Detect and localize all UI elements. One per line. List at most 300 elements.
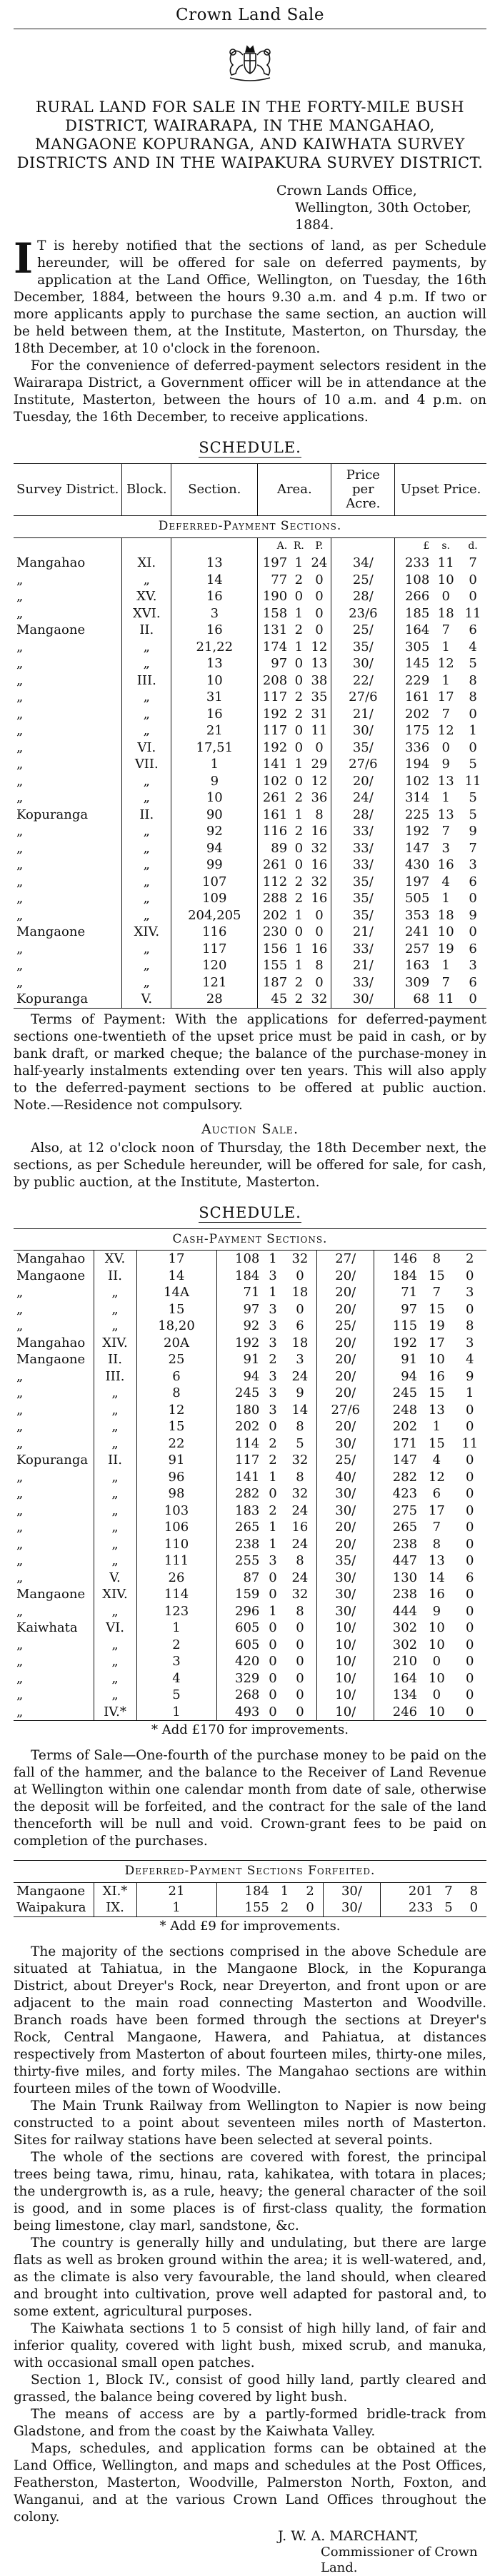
block-cell: „ xyxy=(94,1485,136,1502)
price-cell: 21/ xyxy=(331,706,395,723)
acres-cell: 131 xyxy=(262,622,288,637)
perches-cell: 16 xyxy=(308,890,331,907)
acres-cell: 238 xyxy=(235,1536,260,1552)
roods-cell: 2 xyxy=(294,572,304,587)
perches-cell: 0 xyxy=(308,605,331,622)
acres-cell: 187 xyxy=(262,974,288,990)
section-cell: 204,205 xyxy=(171,907,258,924)
price-cell: 10/ xyxy=(317,1687,374,1704)
table-row xyxy=(14,857,486,874)
acres-cell: 116 xyxy=(262,824,288,839)
perches-cell: 24 xyxy=(284,1570,317,1587)
block-cell: „ xyxy=(94,1402,136,1419)
pence-cell: 0 xyxy=(466,1486,474,1501)
block-cell: II. xyxy=(94,1351,136,1368)
shillings-cell: 1 xyxy=(441,891,450,906)
acres-cell: 94 xyxy=(243,1368,260,1384)
shillings-cell: 13 xyxy=(428,1402,445,1418)
body-paragraph: The majority of the sections comprised in the above Schedule are situated at Tahiatua, in the Mangaone Block, in the Kopuranga District, about Dreyer's Rock, near Dreyerton, and front upon or are adjacent to the main road connecting Masterton and Woodville. Branch roads have been formed through the sections at Dreyer's Rock, Central Mangaone, Hawera, and Pahiatua, at distances respectively from Masterton of about fourteen miles, thirty-one miles, thirty-five miles, and forty miles. The Mangahao sections are within fourteen miles of the town of Woodville. xyxy=(14,1944,486,2096)
notice-date: Wellington, 30th October, 1884. xyxy=(295,200,472,233)
section-cell: 1 xyxy=(136,1704,216,1721)
price-cell: 30/ xyxy=(317,1570,374,1587)
block-cell: XVI. xyxy=(122,605,171,622)
table-row xyxy=(14,1704,486,1721)
district-cell: „ xyxy=(14,655,122,672)
shillings-cell: 19 xyxy=(428,1318,445,1333)
pounds-cell: 184 xyxy=(392,1268,418,1283)
section-cell: 15 xyxy=(136,1301,216,1318)
table-row xyxy=(14,1687,486,1704)
roods-cell: 0 xyxy=(269,1419,277,1434)
perches-cell: 8 xyxy=(308,957,331,974)
shillings-cell: 13 xyxy=(428,1553,445,1568)
section-cell: 31 xyxy=(171,689,258,706)
table-row xyxy=(14,1402,486,1419)
col-upset: Upset Price. xyxy=(400,482,481,497)
price-cell: 20/ xyxy=(317,1301,374,1318)
price-cell: 35/ xyxy=(317,1552,374,1570)
pence-cell: 8 xyxy=(469,1883,479,1899)
perches-cell: 11 xyxy=(308,722,331,739)
section-cell: 21,22 xyxy=(171,639,258,656)
block-cell: „ xyxy=(94,1418,136,1435)
roods-cell: 0 xyxy=(294,924,304,939)
body-paragraph: The Kaiwhata sections 1 to 5 consist of high hilly land, of fair and inferior quality, covered with light bush, mixed scrub, and manuka, with occasional small open patches. xyxy=(14,2320,486,2370)
district-cell: „ xyxy=(14,874,122,891)
roods-cell: 0 xyxy=(294,672,304,688)
block-cell: XI.* xyxy=(94,1882,136,1899)
district-cell: „ xyxy=(14,588,122,605)
price-cell: 30/ xyxy=(323,1899,380,1916)
unit-acres: A. xyxy=(276,540,288,552)
perches-cell: 24 xyxy=(308,555,331,572)
shillings-cell: 8 xyxy=(432,1251,441,1266)
shillings-cell: 17 xyxy=(428,1335,445,1350)
acres-cell: 329 xyxy=(235,1670,260,1686)
roods-cell: 3 xyxy=(269,1553,277,1568)
pounds-cell: 302 xyxy=(392,1637,418,1652)
shillings-cell: 10 xyxy=(428,1352,445,1367)
section-cell: 14 xyxy=(136,1268,216,1285)
terms-of-sale: Terms of Sale—One-fourth of the purchase money to be paid on the fall of the hammer, and the balance to the Receiver of Land Revenue at Wellington within one calendar month from date of sale, otherwise the deposit will be forfeited, and the contract for the sale of the land thenceforth will be null and void. Crown-grant fees to be paid on completion of the purchases. xyxy=(14,1748,486,1849)
roods-cell: 0 xyxy=(294,857,304,872)
table-row xyxy=(14,1536,486,1553)
block-cell: „ xyxy=(122,857,171,874)
shillings-cell: 14 xyxy=(428,1570,445,1585)
price-cell: 30/ xyxy=(331,722,395,739)
intro-paragraph-2: For the convenience of deferred-payment selectors resident in the Wairarapa District, a Government officer will be in attendance at the Institute, Masterton, between the hours of 10 a.m. and 4 p.m. on Tuesday, the 16th December, to receive applications. xyxy=(14,358,486,425)
perches-cell: 31 xyxy=(308,706,331,723)
acres-cell: 92 xyxy=(243,1318,260,1333)
block-cell: V. xyxy=(94,1570,136,1587)
shillings-cell: 7 xyxy=(441,974,450,990)
shillings-cell: 19 xyxy=(437,941,454,956)
price-cell: 30/ xyxy=(323,1882,380,1899)
district-cell: „ xyxy=(14,672,122,690)
price-cell: 25/ xyxy=(331,572,395,589)
block-cell: „ xyxy=(122,655,171,672)
perches-cell: 0 xyxy=(308,739,331,757)
district-cell: „ xyxy=(14,840,122,857)
pounds-cell: 134 xyxy=(392,1687,418,1702)
perches-cell: 16 xyxy=(308,941,331,958)
pounds-cell: 202 xyxy=(392,1419,418,1434)
district-cell: „ xyxy=(14,689,122,706)
unit-shillings: s. xyxy=(441,540,451,552)
block-cell: VII. xyxy=(122,756,171,773)
pence-cell: 0 xyxy=(466,1637,474,1652)
roods-cell: 2 xyxy=(294,824,304,839)
roods-cell: 0 xyxy=(294,656,304,671)
block-cell: II. xyxy=(122,622,171,639)
price-cell: 21/ xyxy=(331,924,395,941)
pounds-cell: 238 xyxy=(392,1587,418,1602)
table-row xyxy=(14,1335,486,1352)
schedule-2-note: * Add £170 for improvements. xyxy=(151,1722,349,1737)
price-cell: 22/ xyxy=(331,672,395,690)
section-cell: 1 xyxy=(136,1620,216,1637)
section-cell: 8 xyxy=(136,1385,216,1402)
pence-cell: 6 xyxy=(469,622,477,637)
section-cell: 17,51 xyxy=(171,739,258,757)
pence-cell: 4 xyxy=(466,1352,474,1367)
shillings-cell: 1 xyxy=(441,639,450,655)
pounds-cell: 241 xyxy=(404,924,430,939)
pence-cell: 0 xyxy=(466,1670,474,1686)
perches-cell: 12 xyxy=(308,773,331,790)
block-cell: „ xyxy=(94,1519,136,1536)
section-cell: 123 xyxy=(136,1603,216,1620)
pence-cell: 3 xyxy=(466,1285,474,1300)
drop-cap: I xyxy=(14,234,34,283)
roods-cell: 2 xyxy=(294,874,304,889)
roods-cell: 0 xyxy=(294,739,304,755)
pounds-cell: 147 xyxy=(392,1453,418,1468)
pounds-cell: 314 xyxy=(404,790,430,805)
table-row xyxy=(14,639,486,656)
block-cell: III. xyxy=(94,1368,136,1385)
district-cell: „ xyxy=(14,1418,94,1435)
table-row xyxy=(14,991,486,1008)
district-cell: „ xyxy=(14,957,122,974)
price-cell: 10/ xyxy=(317,1637,374,1654)
pounds-cell: 265 xyxy=(392,1520,418,1535)
section-cell: 107 xyxy=(171,874,258,891)
section-cell: 110 xyxy=(136,1536,216,1553)
acres-cell: 108 xyxy=(235,1251,260,1266)
pounds-cell: 202 xyxy=(404,706,430,722)
acres-cell: 174 xyxy=(262,639,288,655)
pence-cell: 11 xyxy=(464,605,481,621)
price-cell: 35/ xyxy=(331,639,395,656)
acres-cell: 183 xyxy=(235,1502,260,1518)
shillings-cell: 15 xyxy=(428,1301,445,1317)
block-cell: „ xyxy=(122,874,171,891)
pounds-cell: 164 xyxy=(404,622,430,637)
roods-cell: 0 xyxy=(269,1704,277,1719)
table-row xyxy=(14,706,486,723)
table-row xyxy=(14,1519,486,1536)
pounds-cell: 115 xyxy=(392,1318,418,1333)
acres-cell: 89 xyxy=(271,840,288,856)
shillings-cell: 9 xyxy=(432,1603,441,1619)
pounds-cell: 130 xyxy=(392,1570,418,1585)
shillings-cell: 15 xyxy=(428,1385,445,1400)
block-cell: „ xyxy=(94,1502,136,1520)
section-cell: 16 xyxy=(171,588,258,605)
pounds-cell: 194 xyxy=(404,757,430,772)
section-cell: 9 xyxy=(171,773,258,790)
price-cell: 30/ xyxy=(317,1586,374,1603)
pence-cell: 6 xyxy=(469,974,477,990)
district-cell: „ xyxy=(14,1536,94,1553)
roods-cell: 2 xyxy=(294,790,304,805)
pence-cell: 8 xyxy=(469,672,477,688)
section-cell: 15 xyxy=(136,1418,216,1435)
block-cell: „ xyxy=(94,1469,136,1486)
pence-cell: 0 xyxy=(466,1603,474,1619)
pounds-cell: 192 xyxy=(392,1335,418,1350)
price-cell: 27/6 xyxy=(317,1402,374,1419)
table-row xyxy=(14,957,486,974)
pounds-cell: 229 xyxy=(404,672,430,688)
roods-cell: 2 xyxy=(280,1900,289,1915)
block-cell: XIV. xyxy=(122,924,171,941)
shillings-cell: 10 xyxy=(428,1670,445,1686)
table-row xyxy=(14,1469,486,1486)
table-row xyxy=(14,874,486,891)
roods-cell: 2 xyxy=(294,891,304,906)
page-heading: Crown Land Sale xyxy=(14,0,486,29)
perches-cell: 32 xyxy=(308,991,331,1008)
section-cell: 98 xyxy=(136,1485,216,1502)
gazette-page xyxy=(14,0,486,2576)
block-cell: V. xyxy=(122,991,171,1008)
roods-cell: 3 xyxy=(269,1335,277,1350)
acres-cell: 114 xyxy=(235,1435,260,1451)
perches-cell: 32 xyxy=(308,874,331,891)
perches-cell: 3 xyxy=(284,1351,317,1368)
shillings-cell: 11 xyxy=(437,555,454,570)
district-cell: Mangaone xyxy=(14,622,122,639)
block-cell: „ xyxy=(94,1318,136,1335)
district-cell: Kopuranga xyxy=(14,1452,94,1469)
pence-cell: 0 xyxy=(469,739,477,755)
roods-cell: 1 xyxy=(294,639,304,655)
col-area: Area. xyxy=(258,464,331,516)
shillings-cell: 18 xyxy=(437,605,454,621)
district-cell: „ xyxy=(14,1502,94,1520)
roods-cell: 0 xyxy=(269,1654,277,1669)
block-cell: „ xyxy=(94,1385,136,1402)
pence-cell: 5 xyxy=(469,656,477,671)
district-cell: „ xyxy=(14,706,122,723)
block-cell: „ xyxy=(122,957,171,974)
acres-cell: 45 xyxy=(271,991,288,1006)
roods-cell: 0 xyxy=(269,1637,277,1652)
pence-cell: 0 xyxy=(466,1587,474,1602)
pence-cell: 2 xyxy=(466,1251,474,1266)
table-row xyxy=(14,924,486,941)
roods-cell: 3 xyxy=(269,1301,277,1317)
table-row xyxy=(14,907,486,924)
roods-cell: 1 xyxy=(294,605,304,621)
section-cell: 14 xyxy=(171,572,258,589)
section-cell: 91 xyxy=(136,1452,216,1469)
perches-cell: 32 xyxy=(284,1485,317,1502)
district-cell: Waipakura xyxy=(14,1899,94,1916)
section-cell: 17 xyxy=(136,1251,216,1268)
pounds-cell: 201 xyxy=(408,1883,434,1899)
pence-cell: 0 xyxy=(466,1704,474,1719)
roods-cell: 1 xyxy=(294,958,304,973)
roods-cell: 1 xyxy=(269,1603,277,1619)
pence-cell: 4 xyxy=(469,639,477,655)
acres-cell: 141 xyxy=(262,757,288,772)
section-cell: 10 xyxy=(171,672,258,690)
district-cell: „ xyxy=(14,1301,94,1318)
price-cell: 35/ xyxy=(331,739,395,757)
shillings-cell: 13 xyxy=(437,773,454,789)
acres-cell: 202 xyxy=(235,1419,260,1434)
acres-cell: 97 xyxy=(243,1301,260,1317)
table-row xyxy=(14,1268,486,1285)
shillings-cell: 0 xyxy=(441,739,450,755)
royal-coat-of-arms-icon xyxy=(14,29,486,91)
district-cell: Mangaone xyxy=(14,1882,94,1899)
pence-cell: 8 xyxy=(466,1318,474,1333)
pounds-cell: 257 xyxy=(404,941,430,956)
unit-pence: d. xyxy=(468,540,478,552)
table-row xyxy=(14,1284,486,1301)
pence-cell: 0 xyxy=(466,1553,474,1568)
district-cell: „ xyxy=(14,1552,94,1570)
pence-cell: 0 xyxy=(466,1687,474,1702)
table-row xyxy=(14,807,486,824)
shillings-cell: 4 xyxy=(441,874,450,889)
section-cell: 6 xyxy=(136,1368,216,1385)
acres-cell: 230 xyxy=(262,924,288,939)
price-cell: 25/ xyxy=(317,1452,374,1469)
perches-cell: 0 xyxy=(284,1653,317,1670)
price-cell: 30/ xyxy=(317,1603,374,1620)
perches-cell: 18 xyxy=(284,1284,317,1301)
body-paragraph: The Main Trunk Railway from Wellington to Napier is now being constructed to a point about seventeen miles north of Masterton. Sites for railway stations have been selected at several points. xyxy=(14,2098,486,2148)
perches-cell: 0 xyxy=(284,1687,317,1704)
pence-cell: 5 xyxy=(469,807,477,822)
district-cell: „ xyxy=(14,773,122,790)
unit-pounds: £ xyxy=(423,540,430,552)
acres-cell: 192 xyxy=(262,706,288,722)
district-cell: „ xyxy=(14,857,122,874)
price-cell: 33/ xyxy=(331,840,395,857)
acres-cell: 158 xyxy=(262,605,288,621)
price-cell: 25/ xyxy=(331,622,395,639)
section-cell: 16 xyxy=(171,706,258,723)
acres-cell: 117 xyxy=(262,690,288,704)
roods-cell: 0 xyxy=(269,1570,277,1585)
shillings-cell: 11 xyxy=(437,991,454,1006)
block-cell: XIV. xyxy=(94,1335,136,1352)
perches-cell: 32 xyxy=(308,840,331,857)
section-cell: 13 xyxy=(171,655,258,672)
body-paragraph: The means of access are by a partly-formed bridle-track from Gladstone, and from the coast by the Kaiwhata Valley. xyxy=(14,2406,486,2439)
roods-cell: 2 xyxy=(294,706,304,722)
price-cell: 28/ xyxy=(331,588,395,605)
table-row xyxy=(14,974,486,991)
section-cell: 21 xyxy=(171,722,258,739)
office-name: Crown Lands Office, xyxy=(276,183,417,198)
perches-cell: 16 xyxy=(308,857,331,874)
shillings-cell: 16 xyxy=(428,1368,445,1384)
pounds-cell: 197 xyxy=(404,874,430,889)
shillings-cell: 16 xyxy=(437,857,454,872)
price-cell: 35/ xyxy=(331,874,395,891)
pence-cell: 6 xyxy=(469,874,477,889)
block-cell: II. xyxy=(94,1268,136,1285)
table-row xyxy=(14,890,486,907)
acres-cell: 184 xyxy=(235,1268,260,1283)
perches-cell: 0 xyxy=(284,1268,317,1285)
roods-cell: 3 xyxy=(269,1368,277,1384)
acres-cell: 202 xyxy=(262,907,288,923)
pounds-cell: 275 xyxy=(392,1502,418,1518)
pounds-cell: 430 xyxy=(404,857,430,872)
section-cell: 13 xyxy=(171,555,258,572)
shillings-cell: 17 xyxy=(428,1502,445,1518)
district-cell: Kopuranga xyxy=(14,807,122,824)
shillings-cell: 8 xyxy=(432,1536,441,1552)
table-row xyxy=(14,605,486,622)
perches-cell: 0 xyxy=(308,974,331,991)
table-row xyxy=(14,622,486,639)
section-cell: 99 xyxy=(171,857,258,874)
table-row xyxy=(14,1435,486,1453)
pence-cell: 0 xyxy=(466,1654,474,1669)
acres-cell: 192 xyxy=(235,1335,260,1350)
price-cell: 20/ xyxy=(317,1385,374,1402)
pounds-cell: 282 xyxy=(392,1469,418,1485)
pounds-cell: 192 xyxy=(404,824,430,839)
acres-cell: 420 xyxy=(235,1654,260,1669)
perches-cell: 24 xyxy=(284,1368,317,1385)
pence-cell: 0 xyxy=(466,1536,474,1552)
table-row xyxy=(14,572,486,589)
acres-cell: 77 xyxy=(271,572,288,587)
perches-cell: 0 xyxy=(284,1704,317,1721)
pence-cell: 0 xyxy=(466,1268,474,1283)
shillings-cell: 3 xyxy=(441,840,450,856)
block-cell: II. xyxy=(122,807,171,824)
pence-cell: 7 xyxy=(469,555,477,570)
shillings-cell: 7 xyxy=(432,1520,441,1535)
shillings-cell: 7 xyxy=(444,1883,453,1899)
roods-cell: 2 xyxy=(294,991,304,1006)
table-row xyxy=(14,1418,486,1435)
district-cell: „ xyxy=(14,639,122,656)
section-cell: 21 xyxy=(136,1882,216,1899)
acres-cell: 117 xyxy=(235,1453,260,1468)
pence-cell: 0 xyxy=(466,1469,474,1485)
roods-cell: 0 xyxy=(269,1670,277,1686)
roods-cell: 1 xyxy=(269,1469,277,1485)
pounds-cell: 233 xyxy=(404,555,430,570)
section-cell: 121 xyxy=(171,974,258,991)
col-price: Price per Acre. xyxy=(331,464,395,516)
perches-cell: 13 xyxy=(308,655,331,672)
block-cell: „ xyxy=(122,974,171,991)
office-address xyxy=(276,182,486,233)
